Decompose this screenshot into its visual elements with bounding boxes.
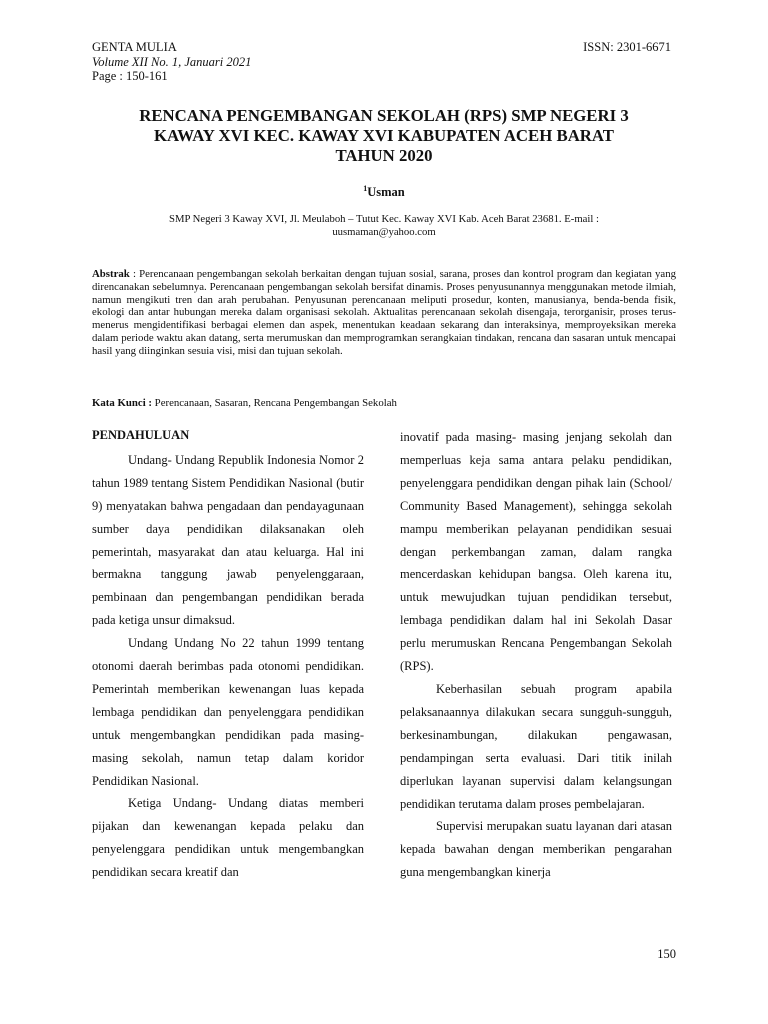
paper-title: [92, 106, 676, 166]
paragraph: Supervisi merupakan suatu layanan dari atasan kepada bawahan dengan memberikan pengarahan guna mengembangkan kinerja: [400, 819, 672, 880]
title-line: RENCANA PENGEMBANGAN SEKOLAH (RPS) SMP NEGERI 3: [139, 106, 629, 125]
affiliation-line: SMP Negeri 3 Kaway XVI, Jl. Meulaboh – Tutut Kec. Kaway XVI Kab. Aceh Barat 23681. E-mail :: [169, 213, 599, 225]
keywords-label: Kata Kunci :: [92, 397, 152, 409]
author-superscript: 1: [363, 184, 368, 193]
author: [0, 184, 768, 200]
paragraph: Keberhasilan sebuah program apabila pelaksanaannya dilakukan secara sungguh-sungguh, berkesinambungan, dilakukan pengawasan, pendampingan serta evaluasi. Dari titik inilah diperlukan layanan supervisi dalam kelangsungan pendidikan terutama dalam proses pembelajaran.: [400, 681, 672, 811]
title-line: TAHUN 2020: [335, 146, 433, 165]
affiliation-email: uusmaman@yahoo.com: [332, 226, 436, 238]
paragraph: Ketiga Undang- Undang diatas memberi pijakan dan kewenangan kepada pelaku dan penyelenggara pendidikan untuk mengembangkan pendidikan secara kreatif dan: [92, 796, 364, 880]
journal-name: GENTA MULIA: [92, 40, 177, 54]
section-heading: PENDAHULUAN: [92, 428, 190, 442]
page-range: Page : 150-161: [92, 69, 168, 83]
left-column: [92, 426, 364, 884]
abstract-text: : Perencanaan pengembangan sekolah berkaitan dengan tujuan sosial, sarana, proses dan kontrol program dan kegiatan yang direncanakan sebelumnya. Perencanaan pengembangan sekolah bersifat dinamis. Proses penyusunannya menggunakan metode ilmiah, namun mengikuti tren dan arah perubahan. Penyusunan perencanaan meliputi prosedur, konten, manusianya, benda-benda fisik, ekologi dan antar hubungan mereka dalam organisasi sekolah. Aktualitas perencanaan sekolah disengaja, terorganisir, proses terus-menerus mengidentifikasi berbagai elemen dan aspek, menentukan keadaan sekarang dan interaksinya, memproyeksikan mereka dalam periode waktu akan datang, serta merumuskan dan memprogramkan serangkaian tindakan, rencana dan sasaran untuk mencapai hasil yang diinginkan sesuia visi, misi dan tujuan sekolah.: [92, 268, 676, 357]
affiliation: [120, 213, 648, 239]
journal-volume: Volume XII No. 1, Januari 2021: [92, 54, 252, 69]
paragraph: Undang Undang No 22 tahun 1999 tentang otonomi daerah berimbas pada otonomi pendidikan. Pemerintah memberikan kewenangan luas kepada lembaga pendidikan dan penyelenggara pendidikan untuk mengembangkan pendidikan pada masing-masing sekolah, namun tetap dalam koridor Pendidikan Nasional.: [92, 636, 364, 788]
abstract-label: Abstrak: [92, 268, 130, 280]
paragraph: Undang- Undang Republik Indonesia Nomor 2 tahun 1989 tentang Sistem Pendidikan Nasional (butir 9) menyatakan bahwa pengadaan dan pendayagunaan sumber daya pendidikan dilaksanakan oleh pemerintah, masyarakat dan atau keluarga. Hal ini bermakna tanggung jawab penyelenggaraan, pembinaan dan pengembangan pendidikan berada pada ketiga unsur dimaksud.: [92, 452, 364, 628]
issn: ISSN: 2301-6671: [583, 40, 671, 54]
paragraph: inovatif pada masing- masing jenjang sekolah dan memperluas keja sama antara pelaku pendidikan, penyelenggara pendidikan dengan pihak lain (School/ Community Based Management), sehingga sekolah mampu memberikan pelayanan pendidikan sesuai dengan perkembangan zaman, dalam rangka mencerdaskan kehidupan bangsa. Oleh karena itu, untuk mewujudkan tujuan pendidikan tersebut, lembaga pendidikan dalam hal ini Sekolah Dasar perlu merumuskan Rencana Pengembangan Sekolah (RPS).: [400, 430, 672, 674]
keywords: [92, 397, 676, 409]
journal-header: [92, 40, 251, 84]
page-number: 150: [657, 947, 676, 961]
title-line: KAWAY XVI KEC. KAWAY XVI KABUPATEN ACEH BARAT: [154, 126, 614, 145]
abstract: [92, 268, 676, 358]
author-name: Usman: [367, 185, 405, 200]
right-column: [400, 426, 672, 884]
keywords-text: Perencanaan, Sasaran, Rencana Pengembangan Sekolah: [151, 397, 397, 409]
